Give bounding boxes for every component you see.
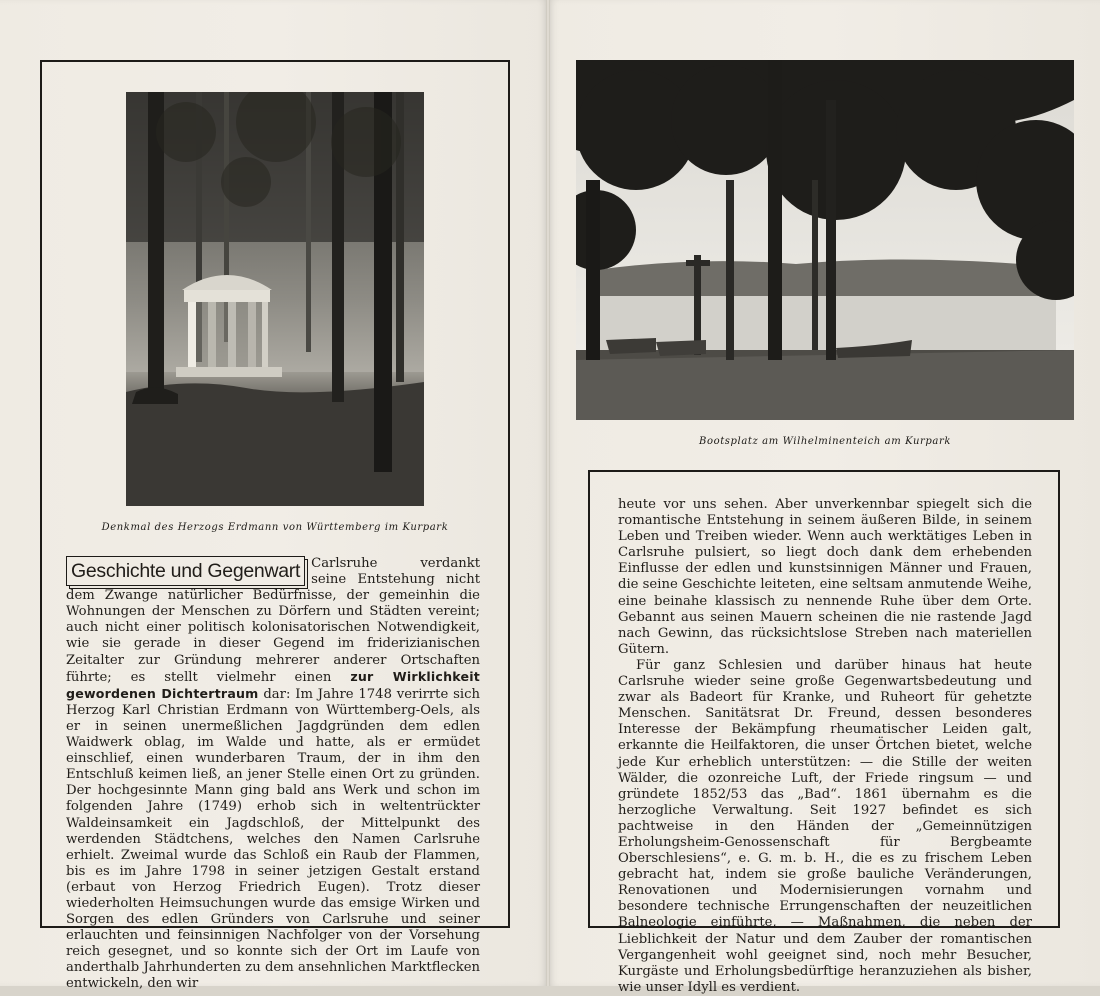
monument-photo <box>126 92 424 506</box>
present-paragraph-2: Für ganz Schlesien und darüber hinaus hat heute Carlsruhe wieder seine große Gegenwartsbedeutung und zwar als Badeort für Kranke, und Ruheort für gehetzte Menschen. Sanitätsrat Dr. Freund, dessen besonderes Interesse der Bekämpfung rheumatischer Leiden galt, erkannte die Heilfaktoren, die unser Örtchen bietet, welche jede Kur erheblich unterstützen: — die Stille der weiten Wälder, die ozonreiche Luft, der Friede ringsum — und gründete 1852/53 das „Bad“. 1861 übernahm es die herzogliche Verwaltung. Seit 1927 befindet es sich pachtweise in den Händen der „Gemeinnützigen Erholungsheim-Genossenschaft für Bergbeamte Oberschlesiens“, e. G. m. b. H., die es zu frischem Leben gebracht hat, indem sie große bauliche Veränderungen, Renovationen und Modernisierungen vornahm und besondere technische Errungenschaften der neuzeitlichen Balneologie einführte, — Maßnahmen, die neben der Lieblichkeit der Natur und dem Zauber der romantischen Vergangenheit wohl geeignet sind, noch mehr Besucher, Kurgäste und Erholungsbedürftige heranzuziehen als bisher, wie unser Idyll es verdient. <box>618 657 1032 995</box>
page-fold <box>546 0 550 986</box>
monument-photo-caption: Denkmal des Herzogs Erdmann von Württemberg im Kurpark <box>101 522 449 533</box>
lake-photo <box>576 60 1074 420</box>
right-text-column <box>618 497 1032 996</box>
history-paragraph <box>66 556 480 993</box>
highlight-text: zur Wirklichkeit gewordenen Dichtertraum <box>66 668 480 701</box>
left-text-column <box>66 556 480 993</box>
history-text-start: Carlsruhe verdankt seine Entstehung nicht dem Zwange natürlicher Bedürfnisse, der gemeinhin die Wohnungen der Menschen zu Dörfern und Städten vereint; auch nicht einer politisch kolonisatorischen Notwendigkeit, wie sie gerade in dieser Gegend im friderizianischen Zeitalter zur Gründung mehrerer anderer Ortschaften führte; es stellt vielmehr einen <box>66 556 480 685</box>
section-heading: Geschichte und Gegenwart <box>66 556 305 586</box>
lake-photo-drawing <box>576 60 1074 420</box>
history-text-end: dar: Im Jahre 1748 verirrte sich Herzog Karl Christian Erdmann von Württemberg-Oels, als er in seinen unermeßlichen Jagdgründen dem edlen Waidwerk oblag, im Walde und hatte, als er ermüdet einschlief, einen wunderbaren Traum, der in ihm den Entschluß keimen ließ, an jener Stelle einen Ort zu gründen. Der hochgesinnte Mann ging bald ans Werk und schon im folgenden Jahre (1749) erhob sich in weltentrückter Waldeinsamkeit ein Jagdschloß, der Mittelpunkt des werdenden Städtchens, welches den Namen Carlsruhe erhielt. Zweimal wurde das Schloß ein Raub der Flammen, bis es im Jahre 1798 in seiner jetzigen Gestalt erstand (erbaut von Herzog Friedrich Eugen). Trotz dieser wiederholten Heimsuchungen wurde das emsige Wirken und Sorgen des edlen Gründers von Carlsruhe und seiner erlauchten und feinsinnigen Nachfolger von der Vorsehung reich gesegnet, und so konnte sich der Ort im Laufe von anderthalb Jahrhunderten zu dem ansehnlichen Marktflecken entwickeln, den wir <box>66 686 480 992</box>
lake-photo-caption: Bootsplatz am Wilhelminenteich am Kurpark <box>699 436 951 447</box>
monument-photo-drawing <box>126 92 424 506</box>
present-paragraph-1: heute vor uns sehen. Aber unverkennbar spiegelt sich die romantische Entstehung in seinem äußeren Bilde, in seinem Leben und Treiben wieder. Wenn auch werktätiges Leben in Carlsruhe pulsiert, so liegt doch dank dem erhebenden Einflusse der edlen und kunstsinnigen Männer und Frauen, die seine Geschichte leiteten, eine seltsam anmutende Weihe, eine beinahe klassisch zu nennende Ruhe über dem Orte. Gebannt aus seinen Mauern scheinen die nie rastende Jagd nach Gewinn, das rücksichtslose Streben nach materiellen Gütern. <box>618 497 1032 657</box>
